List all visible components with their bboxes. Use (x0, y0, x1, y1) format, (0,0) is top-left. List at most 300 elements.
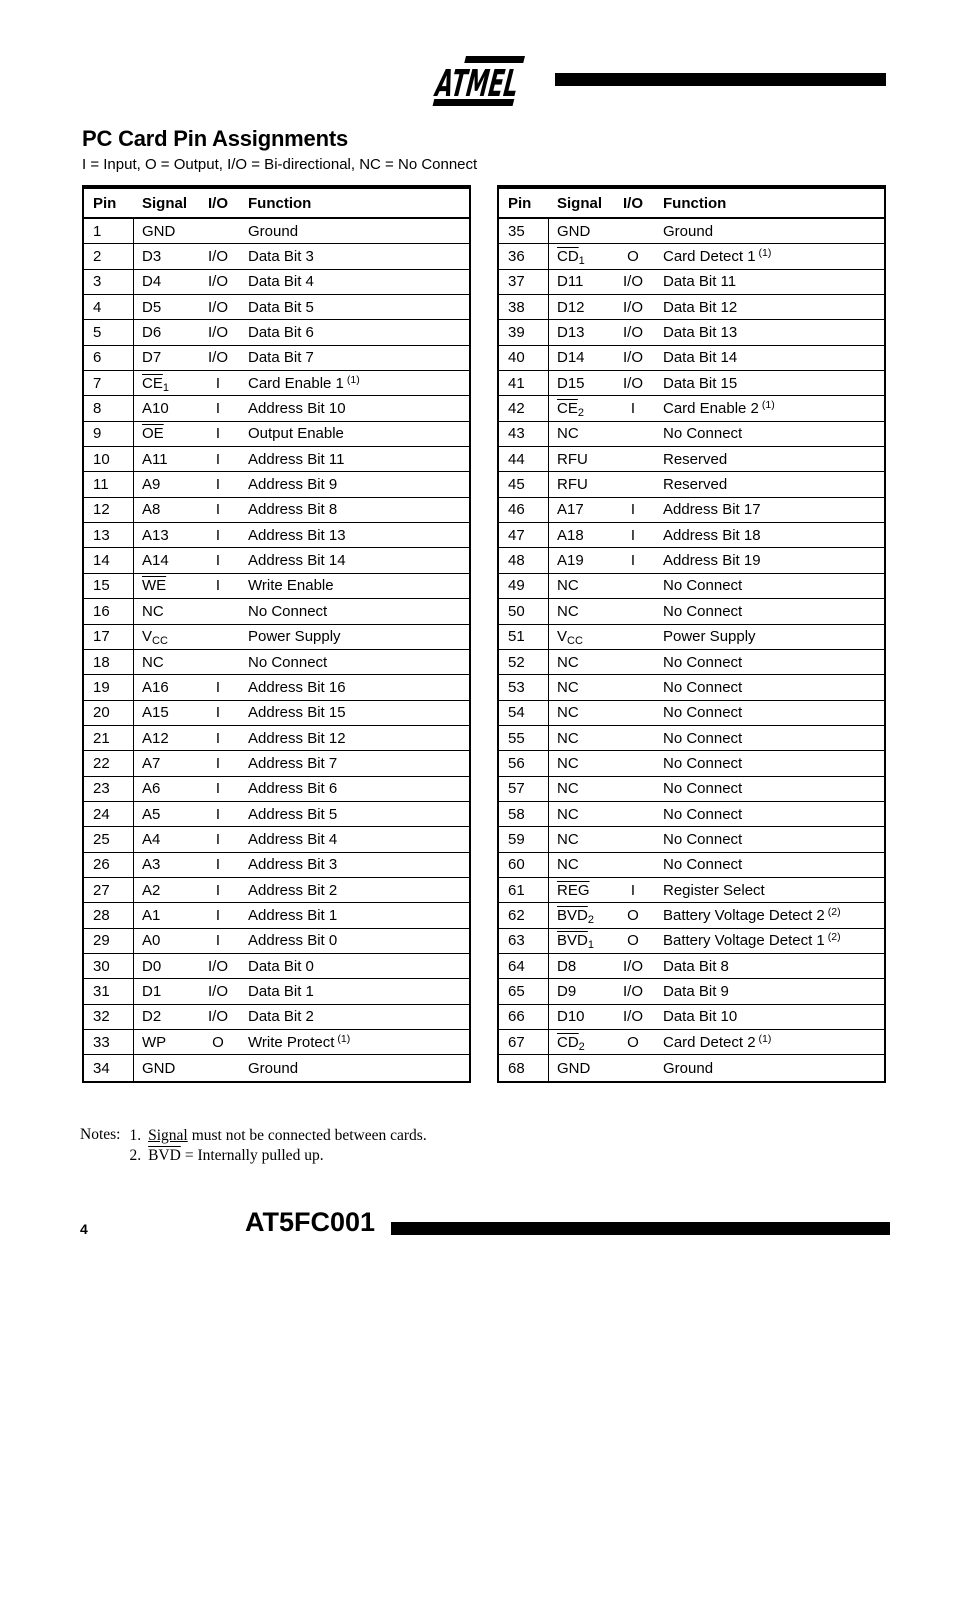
function-cell: Address Bit 5 (248, 805, 338, 823)
function-cell: No Connect (663, 653, 743, 671)
footnote-marker: (1) (346, 373, 360, 386)
pin-cell: 60 (499, 853, 549, 877)
pin-cell: 9 (84, 422, 134, 446)
signal-cell (549, 375, 611, 392)
note-item (129, 1146, 426, 1166)
function-cell: Power Supply (248, 628, 341, 646)
signal-cell (549, 856, 611, 873)
pin-cell: 47 (499, 523, 549, 547)
function-cell: Data Bit 13 (663, 324, 738, 342)
io-cell: I (215, 881, 221, 899)
logo-wordmark: ATMEL (430, 61, 579, 105)
signal-name: $\overline{WE}$ (142, 577, 167, 595)
signal-name: D14 (557, 349, 585, 367)
signal-cell (134, 831, 196, 848)
signal-name: D12 (557, 298, 585, 316)
signal-cell (549, 1034, 611, 1051)
column-header-function: Function (248, 194, 312, 212)
signal-cell (134, 273, 196, 290)
function-cell: Address Bit 12 (248, 729, 346, 747)
table-row (84, 346, 469, 371)
header-rule (555, 73, 886, 86)
signal-name: A12 (142, 729, 169, 747)
pin-cell: 19 (84, 675, 134, 699)
function-cell: Address Bit 9 (248, 476, 338, 494)
io-cell: I (215, 501, 221, 519)
function-cell: Address Bit 17 (663, 501, 761, 519)
table-row (84, 244, 469, 269)
table-row (84, 751, 469, 776)
footnote-marker: (1) (758, 247, 772, 260)
pin-cell: 37 (499, 270, 549, 294)
pin-cell: 65 (499, 979, 549, 1003)
table-row (499, 625, 884, 650)
io-cell: I (215, 704, 221, 722)
signal-cell (549, 451, 611, 468)
io-cell: I (215, 526, 221, 544)
function-cell: Reserved (663, 476, 728, 494)
table-row (499, 979, 884, 1004)
table-row (499, 701, 884, 726)
column-header-signal: Signal (557, 194, 603, 212)
pin-table-right-body (499, 219, 884, 1081)
note-text: must not be connected between cards. (191, 1127, 427, 1144)
table-row (499, 295, 884, 320)
function-cell: Address Bit 2 (248, 881, 338, 899)
function-cell: Address Bit 18 (663, 526, 761, 544)
signal-cell (549, 628, 611, 648)
pin-cell: 38 (499, 295, 549, 319)
pin-cell: 27 (84, 878, 134, 902)
signal-cell (549, 476, 611, 493)
signal-cell (134, 552, 196, 569)
function-cell: Data Bit 6 (248, 324, 314, 342)
function-cell: No Connect (663, 577, 743, 595)
signal-name: A1 (142, 906, 161, 924)
signal-name: NC (557, 602, 579, 620)
function-cell: Battery Voltage Detect 1 $^{(2)}$ (663, 931, 841, 950)
signal-name: D4 (142, 273, 162, 291)
pin-cell: 41 (499, 371, 549, 395)
signal-name: D13 (557, 324, 585, 342)
pin-cell: 43 (499, 422, 549, 446)
signal-name: A0 (142, 932, 161, 950)
function-cell: No Connect (248, 653, 328, 671)
pin-cell: 14 (84, 548, 134, 572)
signal-name: NC (557, 704, 579, 722)
signal-cell (549, 755, 611, 772)
signal-cell (549, 932, 611, 952)
function-cell: Data Bit 1 (248, 982, 314, 1000)
table-row (84, 447, 469, 472)
function-cell: No Connect (663, 856, 743, 874)
table-row (499, 675, 884, 700)
signal-name: A7 (142, 754, 161, 772)
signal-name: $\overline{CE}$ (142, 374, 163, 392)
signal-name: NC (557, 830, 579, 848)
function-cell: Address Bit 19 (663, 552, 761, 570)
table-row (499, 878, 884, 903)
io-cell: I/O (622, 298, 643, 316)
column-header-pin: Pin (93, 194, 117, 212)
pin-cell: 31 (84, 979, 134, 1003)
table-row (84, 777, 469, 802)
table-row (499, 422, 884, 447)
signal-cell (549, 299, 611, 316)
signal-name: A3 (142, 856, 161, 874)
pin-cell: 12 (84, 498, 134, 522)
pin-cell: 11 (84, 472, 134, 496)
function-cell: No Connect (663, 754, 743, 772)
pin-cell: 32 (84, 1005, 134, 1029)
function-cell: No Connect (663, 729, 743, 747)
signal-cell (549, 501, 611, 518)
signal-cell (134, 730, 196, 747)
signal-subscript: 2 (577, 407, 584, 420)
signal-cell (134, 882, 196, 899)
signal-subscript: 1 (578, 255, 585, 268)
column-header-signal: Signal (142, 194, 188, 212)
io-cell: I (630, 400, 636, 418)
pin-cell: 57 (499, 777, 549, 801)
signal-name: D3 (142, 248, 162, 266)
pin-cell: 53 (499, 675, 549, 699)
pin-table-right (497, 185, 886, 1083)
signal-subscript: 1 (162, 381, 169, 394)
table-row (499, 219, 884, 244)
table-row (499, 396, 884, 421)
io-cell: I (215, 476, 221, 494)
function-cell: Address Bit 0 (248, 932, 338, 950)
signal-cell (549, 780, 611, 797)
table-row (499, 777, 884, 802)
io-cell: I/O (622, 982, 643, 1000)
signal-name: $\overline{CD}$ (557, 248, 579, 266)
signal-cell (549, 806, 611, 823)
signal-cell (549, 831, 611, 848)
table-row (84, 574, 469, 599)
table-row (499, 523, 884, 548)
io-cell: I/O (207, 273, 228, 291)
notes-section (80, 1126, 427, 1165)
notes-list (129, 1126, 426, 1165)
pin-cell: 1 (84, 219, 134, 243)
note-text: = Internally pulled up. (184, 1146, 324, 1164)
table-row (84, 472, 469, 497)
io-cell: I (215, 450, 221, 468)
signal-name: D7 (142, 349, 162, 367)
table-row (84, 878, 469, 903)
function-cell: Address Bit 14 (248, 552, 346, 570)
function-cell: Data Bit 9 (663, 982, 729, 1000)
table-row (499, 929, 884, 954)
table-row (84, 726, 469, 751)
column-header-io: I/O (622, 194, 643, 212)
pin-cell: 17 (84, 625, 134, 649)
pin-cell: 6 (84, 346, 134, 370)
signal-cell (134, 628, 196, 648)
pin-cell: 8 (84, 396, 134, 420)
pin-cell: 52 (499, 650, 549, 674)
table-row (499, 903, 884, 928)
pin-cell: 4 (84, 295, 134, 319)
pin-cell: 66 (499, 1005, 549, 1029)
signal-name: A14 (142, 552, 169, 570)
signal-name: D5 (142, 298, 162, 316)
pin-cell: 28 (84, 903, 134, 927)
signal-name: $\overline{OE}$ (142, 425, 164, 443)
note-emphasized-word: $\overline{BVD}$ (148, 1146, 181, 1164)
io-cell: O (627, 248, 639, 266)
io-cell: O (627, 1033, 639, 1051)
io-cell: I (215, 906, 221, 924)
signal-name: NC (142, 602, 164, 620)
io-cell: I (215, 780, 221, 798)
signal-name: NC (557, 805, 579, 823)
signal-cell (549, 223, 611, 240)
function-cell: Ground (248, 1059, 299, 1077)
io-cell: I (630, 881, 636, 899)
signal-name: $\overline{CD}$ (557, 1033, 579, 1051)
function-cell: Address Bit 7 (248, 754, 338, 772)
table-row (499, 447, 884, 472)
signal-cell (134, 223, 196, 240)
table-row (499, 726, 884, 751)
pin-cell: 29 (84, 929, 134, 953)
signal-cell (134, 1008, 196, 1025)
pin-cell: 39 (499, 320, 549, 344)
function-cell: Data Bit 4 (248, 273, 314, 291)
io-cell: O (627, 906, 639, 924)
function-cell: No Connect (663, 602, 743, 620)
function-cell: Address Bit 13 (248, 526, 346, 544)
table-row (84, 320, 469, 345)
pin-cell: 67 (499, 1030, 549, 1054)
signal-cell (134, 932, 196, 949)
notes-label: Notes: (80, 1126, 121, 1143)
signal-name: D1 (142, 982, 162, 1000)
signal-name: A11 (142, 450, 168, 468)
signal-name: NC (557, 729, 579, 747)
signal-cell (134, 248, 196, 265)
table-row (499, 244, 884, 269)
io-cell: I/O (622, 957, 643, 975)
signal-name: A13 (142, 526, 169, 544)
io-cell: I/O (622, 349, 643, 367)
table-row (84, 599, 469, 624)
pin-cell: 18 (84, 650, 134, 674)
table-row (84, 701, 469, 726)
signal-name: A18 (557, 526, 584, 544)
pin-cell: 55 (499, 726, 549, 750)
pin-cell: 44 (499, 447, 549, 471)
pin-cell: 36 (499, 244, 549, 268)
signal-name: D0 (142, 957, 162, 975)
signal-cell (134, 907, 196, 924)
pin-cell: 59 (499, 827, 549, 851)
signal-name: A17 (557, 501, 584, 519)
pin-cell: 63 (499, 929, 549, 953)
signal-cell (134, 983, 196, 1000)
signal-cell (549, 882, 611, 899)
signal-cell (549, 400, 611, 420)
signal-name: GND (142, 222, 176, 240)
pin-table-left-body (84, 219, 469, 1081)
table-row (84, 396, 469, 421)
pin-cell: 13 (84, 523, 134, 547)
signal-cell (134, 375, 196, 392)
signal-cell (549, 958, 611, 975)
signal-cell (134, 958, 196, 975)
pin-cell: 56 (499, 751, 549, 775)
signal-name: A10 (142, 400, 169, 418)
table-row (499, 853, 884, 878)
pin-cell: 61 (499, 878, 549, 902)
pin-cell: 26 (84, 853, 134, 877)
pin-cell: 68 (499, 1055, 549, 1080)
signal-cell (549, 425, 611, 442)
signal-cell (134, 654, 196, 671)
table-row (84, 903, 469, 928)
io-cell: I (215, 577, 221, 595)
pin-cell: 16 (84, 599, 134, 623)
function-cell: Data Bit 7 (248, 349, 314, 367)
signal-cell (549, 349, 611, 366)
signal-name: NC (557, 754, 579, 772)
pin-cell: 42 (499, 396, 549, 420)
signal-cell (134, 755, 196, 772)
table-row (84, 219, 469, 244)
signal-name: NC (557, 856, 579, 874)
table-header-row (499, 189, 884, 219)
function-cell: Address Bit 1 (248, 906, 338, 924)
signal-cell (134, 704, 196, 721)
function-cell: Output Enable (248, 425, 344, 443)
function-cell: Card Detect 1 $^{(1)}$ (663, 247, 772, 266)
signal-name: $\overline{BVD}$ (557, 906, 588, 924)
function-cell: Data Bit 12 (663, 298, 738, 316)
signal-name: A5 (142, 805, 161, 823)
pin-cell: 22 (84, 751, 134, 775)
signal-name: D2 (142, 1008, 162, 1026)
function-cell: Register Select (663, 881, 765, 899)
note-number: 2. (129, 1146, 142, 1164)
pin-cell: 50 (499, 599, 549, 623)
io-cell: I (215, 552, 221, 570)
table-row (84, 675, 469, 700)
function-cell: No Connect (663, 830, 743, 848)
function-cell: Data Bit 14 (663, 349, 738, 367)
io-cell: I (215, 856, 221, 874)
pin-cell: 5 (84, 320, 134, 344)
function-cell: Address Bit 15 (248, 704, 346, 722)
signal-cell (134, 501, 196, 518)
signal-cell (134, 1060, 196, 1077)
signal-subscript: 2 (578, 1040, 585, 1053)
io-cell: I (215, 678, 221, 696)
signal-cell (549, 1060, 611, 1077)
signal-name: GND (142, 1059, 176, 1077)
signal-name: GND (557, 1059, 591, 1077)
signal-name: $\overline{BVD}$ (557, 932, 588, 950)
page-title: PC Card Pin Assignments (82, 126, 348, 151)
table-row (84, 827, 469, 852)
signal-name: A16 (142, 678, 169, 696)
io-cell: I/O (207, 324, 228, 342)
function-cell: Address Bit 8 (248, 501, 338, 519)
table-row (84, 853, 469, 878)
signal-cell (549, 603, 611, 620)
pin-cell: 23 (84, 777, 134, 801)
io-cell: I (215, 830, 221, 848)
function-cell: Write Enable (248, 577, 334, 595)
io-cell: I/O (207, 957, 228, 975)
function-cell: Address Bit 10 (248, 400, 346, 418)
signal-cell (134, 425, 196, 442)
io-cell: I (215, 425, 221, 443)
signal-cell (549, 654, 611, 671)
io-cell: O (627, 932, 639, 950)
pin-cell: 15 (84, 574, 134, 598)
note-emphasized-word: Signal (148, 1127, 188, 1144)
pin-cell: 34 (84, 1055, 134, 1080)
table-row (499, 371, 884, 396)
signal-name: A19 (557, 552, 584, 570)
table-row (84, 954, 469, 979)
io-cell: I (215, 729, 221, 747)
column-header-function: Function (663, 194, 727, 212)
function-cell: Write Protect $^{(1)}$ (248, 1032, 351, 1051)
pin-cell: 24 (84, 802, 134, 826)
table-row (499, 599, 884, 624)
table-row (84, 371, 469, 396)
pin-cell: 10 (84, 447, 134, 471)
io-cell: I/O (622, 273, 643, 291)
signal-cell (134, 527, 196, 544)
signal-cell (549, 527, 611, 544)
pin-table-left (82, 185, 471, 1083)
pin-cell: 48 (499, 548, 549, 572)
signal-cell (134, 1034, 196, 1051)
table-row (84, 422, 469, 447)
table-row (499, 346, 884, 371)
signal-cell (134, 400, 196, 417)
signal-name: RFU (557, 476, 588, 494)
signal-name: D10 (557, 1008, 585, 1026)
io-cell: I (215, 400, 221, 418)
table-row (499, 548, 884, 573)
table-row (499, 574, 884, 599)
pin-cell: 54 (499, 701, 549, 725)
table-row (499, 954, 884, 979)
signal-name: NC (557, 653, 579, 671)
io-cell: I (630, 552, 636, 570)
signal-cell (134, 451, 196, 468)
function-cell: Data Bit 3 (248, 248, 314, 266)
signal-cell (549, 983, 611, 1000)
table-header-row (84, 189, 469, 219)
signal-name: NC (557, 577, 579, 595)
table-row (84, 523, 469, 548)
table-row (84, 929, 469, 954)
table-row (84, 548, 469, 573)
pin-cell: 20 (84, 701, 134, 725)
io-cell: I/O (622, 374, 643, 392)
signal-name: D15 (557, 374, 585, 392)
table-row (499, 1055, 884, 1080)
signal-cell (549, 907, 611, 924)
signal-name: $\overline{REG}$ (557, 881, 590, 899)
